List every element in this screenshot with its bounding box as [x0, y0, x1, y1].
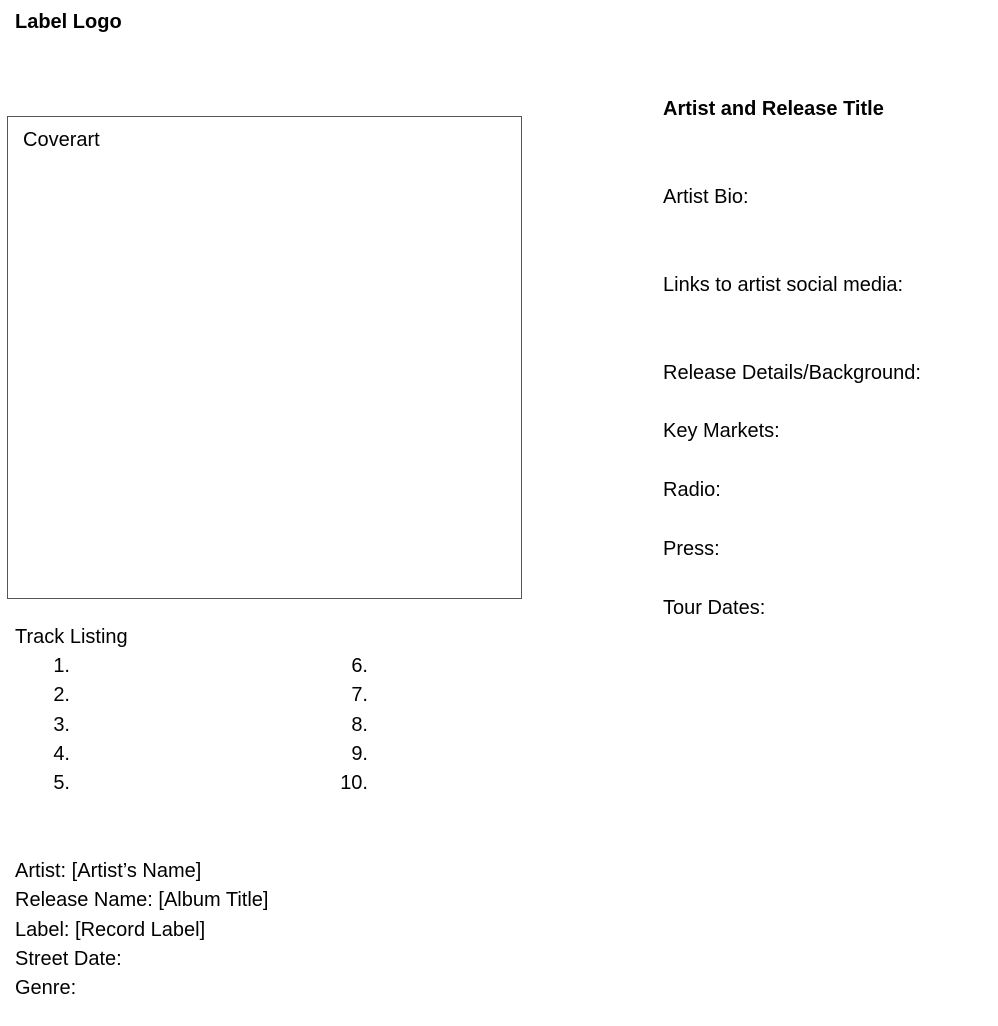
track-number: 8.: [351, 714, 368, 736]
track-number: 9.: [351, 743, 368, 765]
field-radio: Radio:: [663, 479, 721, 501]
meta-label: Label: [Record Label]: [15, 919, 206, 941]
track-number: 5.: [53, 772, 70, 794]
track-listing-heading: Track Listing: [15, 626, 128, 648]
coverart-label: Coverart: [23, 129, 100, 151]
meta-street-date: Street Date:: [15, 948, 122, 970]
meta-artist: Artist: [Artist’s Name]: [15, 860, 202, 882]
meta-genre: Genre:: [15, 977, 77, 999]
coverart-box: [7, 116, 522, 599]
field-tour-dates: Tour Dates:: [663, 597, 766, 619]
track-number: 3.: [53, 714, 70, 736]
field-press: Press:: [663, 538, 720, 560]
track-number: 2.: [53, 684, 70, 706]
field-social-links: Links to artist social media:: [663, 274, 904, 296]
meta-release-name: Release Name: [Album Title]: [15, 889, 269, 911]
track-number: 1.: [53, 655, 70, 677]
track-number: 6.: [351, 655, 368, 677]
track-number: 7.: [351, 684, 368, 706]
field-key-markets: Key Markets:: [663, 420, 780, 442]
field-release-details: Release Details/Background:: [663, 362, 921, 384]
field-artist-bio: Artist Bio:: [663, 186, 749, 208]
track-number: 10.: [340, 772, 368, 794]
track-number: 4.: [53, 743, 70, 765]
label-logo-placeholder: Label Logo: [15, 11, 122, 33]
artist-release-title: Artist and Release Title: [663, 98, 884, 120]
